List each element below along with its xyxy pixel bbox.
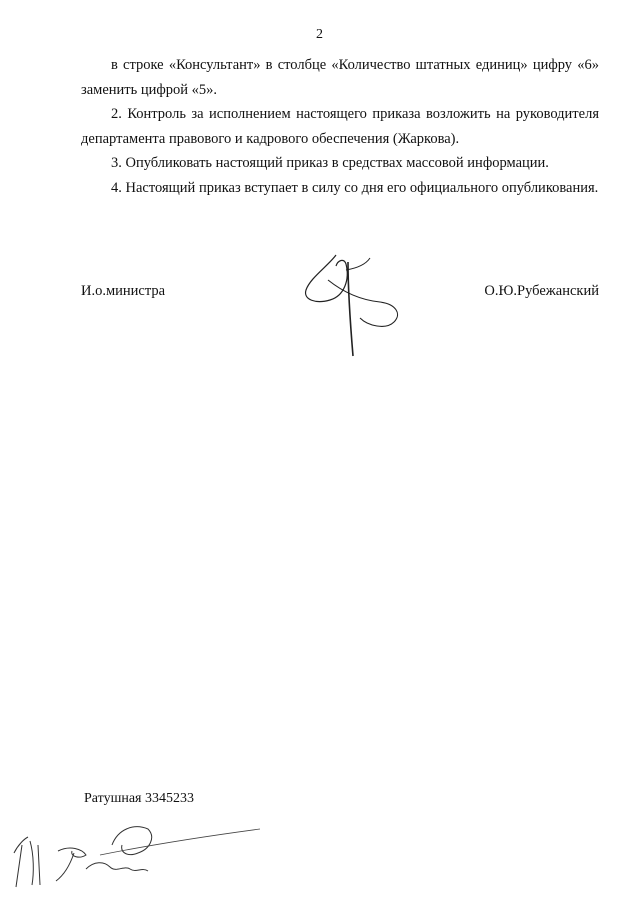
paragraph-effective: 4. Настоящий приказ вступает в силу со дня его официального опубликования. <box>111 179 599 196</box>
paragraph-staff-change: в строке «Консультант» в столбце «Количество штатных единиц» цифру «6» заменить цифрой «5». <box>81 57 599 98</box>
approval-visas <box>0 815 300 905</box>
paragraph-publish: 3. Опубликовать настоящий приказ в средствах массовой информации. <box>111 155 549 171</box>
page-number: 2 <box>316 27 323 42</box>
document-body <box>81 53 599 200</box>
executor-contact: Ратушная 3345233 <box>84 791 194 806</box>
handwritten-signature <box>298 250 408 362</box>
paragraph-control: 2. Контроль за исполнением настоящего приказа возложить на руководителя департамента правового и кадрового обеспечения (Жаркова). <box>81 106 599 147</box>
signatory-name: О.Ю.Рубежанский <box>484 283 599 299</box>
signatory-role: И.о.министра <box>81 283 166 299</box>
